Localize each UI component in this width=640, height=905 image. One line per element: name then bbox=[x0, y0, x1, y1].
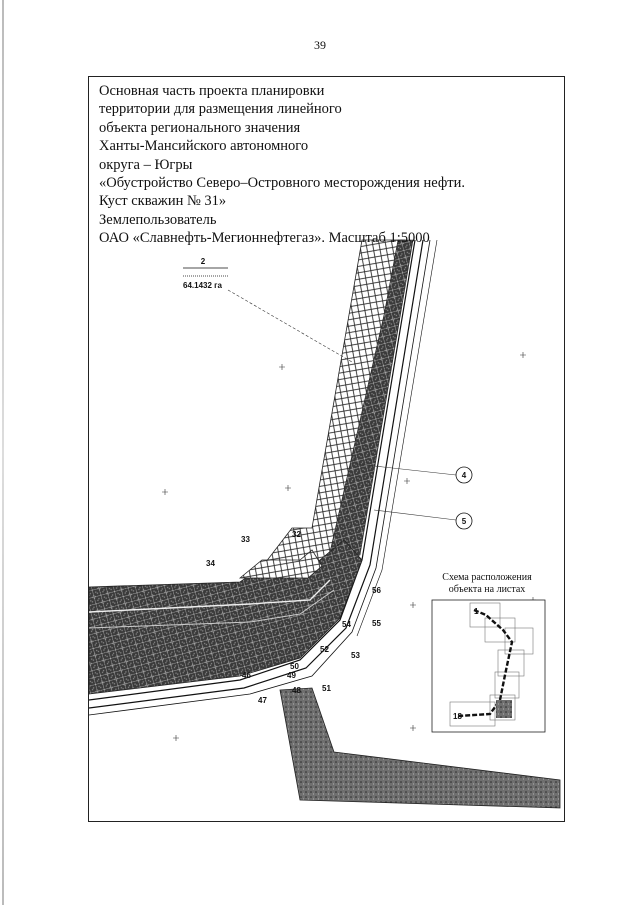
point-label-47: 47 bbox=[258, 696, 267, 705]
title-block bbox=[99, 82, 499, 248]
point-label-33: 33 bbox=[241, 535, 250, 544]
corridor-horizontal-zone bbox=[89, 540, 362, 694]
layout-scheme-frame bbox=[432, 600, 545, 732]
title-line: ОАО «Славнефть-Мегионнефтегаз». Масштаб 1:5000 bbox=[99, 230, 430, 247]
title-line: «Обустройство Северо–Островного месторождения нефти. bbox=[99, 175, 465, 192]
point-label-56: 56 bbox=[372, 586, 381, 595]
marker-4-label: 4 bbox=[461, 471, 467, 480]
marker-5-label: 5 bbox=[461, 517, 467, 526]
point-label-50: 50 bbox=[290, 662, 299, 671]
scheme-sheet-label: 1 bbox=[474, 607, 479, 616]
parcel-number: 2 bbox=[200, 257, 206, 266]
point-label-55: 55 bbox=[372, 619, 381, 628]
title-line: территории для размещения линейного bbox=[99, 101, 342, 118]
point-label-49: 49 bbox=[287, 671, 296, 680]
page-number: 39 bbox=[314, 38, 326, 52]
title-line: Ханты-Мансийского автономного bbox=[99, 138, 309, 155]
point-label-32: 32 bbox=[292, 530, 301, 539]
scheme-title-line2: объекта на листах bbox=[448, 584, 526, 595]
title-line: Основная часть проекта планировки bbox=[99, 83, 325, 99]
title-line: Землепользователь bbox=[99, 211, 217, 228]
leader-line bbox=[228, 290, 352, 362]
point-label-53: 53 bbox=[351, 651, 360, 660]
point-label-34: 34 bbox=[206, 559, 215, 568]
point-label-48: 48 bbox=[292, 686, 301, 695]
point-label-54: 54 bbox=[342, 620, 351, 629]
title-line: округа – Югры bbox=[99, 156, 193, 173]
scheme-title-line1: Схема расположения bbox=[442, 572, 532, 583]
scheme-sheet-label: 18 bbox=[453, 712, 462, 721]
point-label-46: 46 bbox=[242, 671, 251, 680]
point-label-51: 51 bbox=[322, 684, 331, 693]
parcel-area: 64.1432 га bbox=[183, 281, 222, 290]
leader-line bbox=[374, 510, 456, 520]
title-line: Куст скважин № 31» bbox=[99, 193, 227, 210]
point-label-52: 52 bbox=[320, 645, 329, 654]
layout-scheme-site bbox=[496, 700, 512, 718]
title-line: объекта регионального значения bbox=[99, 119, 301, 136]
